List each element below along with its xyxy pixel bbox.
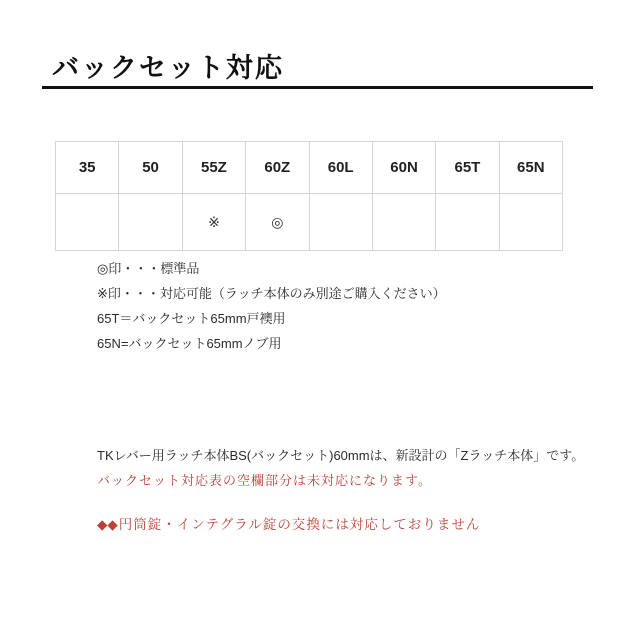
table-value-row [56, 194, 563, 251]
note-lock-caution [97, 513, 480, 533]
legend-line-compatible: ※印・・・対応可能（ラッチ本体のみ別途ご購入ください） [97, 286, 446, 301]
table-header-cell-60l: 60L [309, 142, 372, 194]
note-latch-info: TKレバー用ラッチ本体BS(バックセット)60mmは、新設計の「Zラッチ本体」です。 [97, 448, 585, 463]
table-header-cell-50: 50 [119, 142, 182, 194]
table-cell-50 [119, 194, 182, 251]
table-cell-35 [56, 194, 119, 251]
table-cell-55z: ※ [182, 194, 245, 251]
note-lock-caution-text: 円筒錠・インテグラル錠の交換には対応しておりません [118, 517, 481, 532]
table-header-cell-60n: 60N [372, 142, 435, 194]
table-header-cell-55z: 55Z [182, 142, 245, 194]
table-cell-60n [372, 194, 435, 251]
table-cell-60z: ◎ [246, 194, 309, 251]
backset-compatibility-table [55, 141, 563, 251]
symbol-legend [97, 256, 446, 356]
table-header-cell-60z: 60Z [246, 142, 309, 194]
legend-line-65t: 65T＝バックセット65mm戸襖用 [97, 311, 286, 326]
title-underline [42, 86, 593, 89]
legend-line-standard: ◎印・・・標準品 [97, 261, 200, 276]
table-cell-65n [499, 194, 562, 251]
table-header-cell-65n: 65N [499, 142, 562, 194]
page-title: バックセット対応 [52, 53, 284, 83]
table-header-cell-65t: 65T [436, 142, 499, 194]
table-cell-60l [309, 194, 372, 251]
diamond-bullet-icon: ◆◆ [97, 517, 118, 532]
legend-line-65n: 65N=バックセット65mmノブ用 [97, 336, 282, 351]
table-cell-65t [436, 194, 499, 251]
table-header-cell-35: 35 [56, 142, 119, 194]
note-blank-cells-warning: バックセット対応表の空欄部分は未対応になります。 [97, 473, 432, 488]
table-header-row [56, 142, 563, 194]
